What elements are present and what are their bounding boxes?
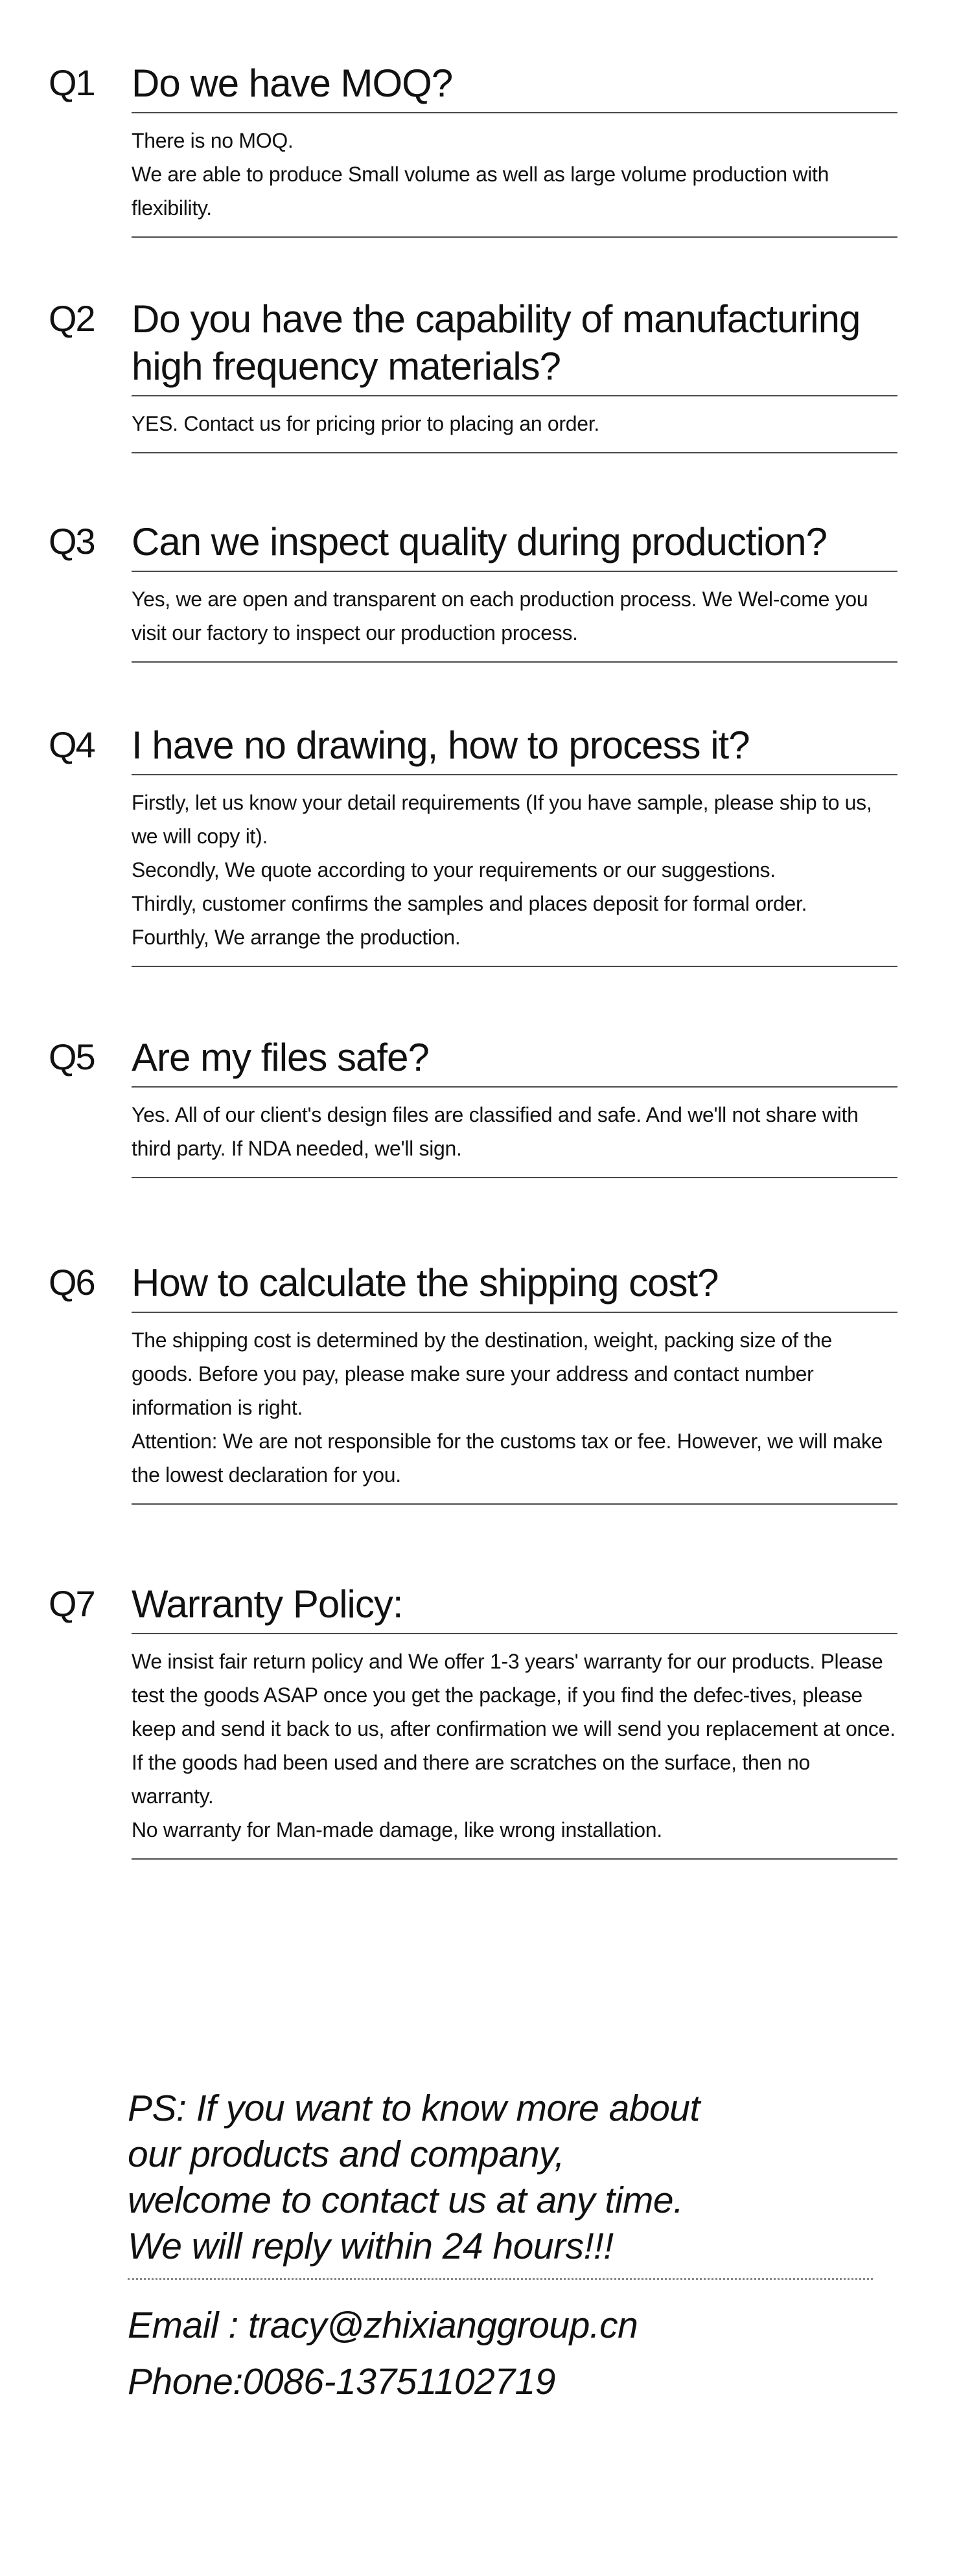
ps-line: PS: If you want to know more about — [128, 2088, 700, 2129]
answer-line: Thirdly, customer confirms the samples and places deposit for formal order. — [132, 892, 807, 915]
contact-phone: Phone:0086-13751102719 — [128, 2361, 555, 2402]
faq-item-q3 — [49, 518, 897, 663]
ps-line: our products and company, — [128, 2134, 565, 2175]
contact-email: Email : tracy@zhixianggroup.cn — [128, 2305, 638, 2346]
faq-item-q4 — [49, 722, 897, 967]
faq-item-q1 — [49, 60, 897, 238]
faq-item-q7 — [49, 1580, 897, 1860]
answer-box — [132, 774, 897, 967]
question-number: Q4 — [49, 724, 95, 765]
answer-line: Attention: We are not responsible for the customs tax or fee. However, we will make the lowest declaration for you. — [132, 1430, 883, 1487]
faq-item-q6 — [49, 1259, 897, 1505]
question-number: Q6 — [49, 1262, 95, 1303]
answer-line: If the goods had been used and there are scratches on the surface, then no warranty. — [132, 1751, 810, 1808]
answer-line: The shipping cost is determined by the destination, weight, packing size of the goods. Before you pay, please make sure your address and contact number information is right. — [132, 1328, 832, 1419]
dotted-divider — [128, 2278, 873, 2280]
answer-box — [132, 571, 897, 663]
question-number: Q3 — [49, 521, 95, 562]
faq-item-q2 — [49, 295, 897, 453]
question-title: Warranty Policy: — [132, 1582, 403, 1626]
ps-note — [128, 2086, 873, 2270]
answer-line: No warranty for Man-made damage, like wrong installation. — [132, 1818, 662, 1841]
answer-line: Yes, we are open and transparent on each production process. We Wel-come you visit our factory to inspect our production process. — [132, 587, 868, 644]
answer-line: Firstly, let us know your detail requirements (If you have sample, please ship to us, we will copy it). — [132, 791, 872, 848]
answer-box — [132, 395, 897, 453]
question-number: Q1 — [49, 62, 95, 103]
answer-box — [132, 1086, 897, 1178]
question-title: I have no drawing, how to process it? — [132, 724, 750, 767]
answer-box — [132, 1633, 897, 1860]
ps-line: We will reply within 24 hours!!! — [128, 2226, 614, 2267]
answer-line: There is no MOQ. — [132, 129, 294, 152]
faq-item-q5 — [49, 1034, 897, 1178]
ps-line: welcome to contact us at any time. — [128, 2180, 684, 2221]
question-title: Can we inspect quality during production? — [132, 520, 827, 564]
answer-line: We insist fair return policy and We offer 1-3 years' warranty for our products. Please test the goods ASAP once you get the package, if you find the defec-tives, please keep and send it back to us, after confirmation we will send you replacement at once. — [132, 1650, 896, 1740]
answer-line: Yes. All of our client's design files are classified and safe. And we'll not share with third party. If NDA needed, we'll sign. — [132, 1103, 859, 1160]
answer-box — [132, 112, 897, 238]
question-number: Q5 — [49, 1036, 95, 1077]
question-title: How to calculate the shipping cost? — [132, 1261, 719, 1305]
answer-line: Secondly, We quote according to your requirements or our suggestions. — [132, 858, 776, 882]
question-title: Are my files safe? — [132, 1036, 429, 1079]
answer-line: We are able to produce Small volume as well as large volume production with flexibility. — [132, 163, 829, 220]
question-title: Do you have the capability of manufacturing high frequency materials? — [132, 297, 861, 388]
answer-box — [132, 1312, 897, 1505]
answer-line: YES. Contact us for pricing prior to placing an order. — [132, 412, 599, 435]
answer-line: Fourthly, We arrange the production. — [132, 926, 461, 949]
question-number: Q2 — [49, 298, 95, 339]
question-title: Do we have MOQ? — [132, 62, 453, 105]
question-number: Q7 — [49, 1583, 95, 1624]
